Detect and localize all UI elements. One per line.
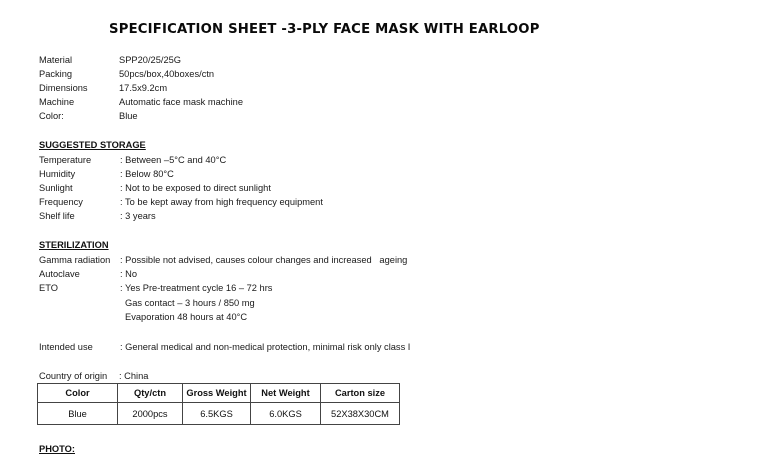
label-machine: Machine bbox=[39, 97, 75, 107]
header-qty: Qty/ctn bbox=[118, 384, 183, 403]
value-sunlight: : Not to be exposed to direct sunlight bbox=[120, 183, 271, 193]
label-packing: Packing bbox=[39, 69, 73, 79]
label-autoclave: Autoclave bbox=[39, 269, 80, 279]
label-shelf-life: Shelf life bbox=[39, 211, 75, 221]
value-eto-gas: Gas contact – 3 hours / 850 mg bbox=[125, 298, 255, 308]
cell-gross-weight: 6.5KGS bbox=[183, 403, 251, 425]
table-row bbox=[38, 403, 400, 425]
cell-qty: 2000pcs bbox=[118, 403, 183, 425]
value-eto-evaporation: Evaporation 48 hours at 40°C bbox=[125, 312, 248, 322]
label-eto: ETO bbox=[39, 283, 58, 293]
label-frequency: Frequency bbox=[39, 197, 83, 207]
value-temperature: : Between –5°C and 40°C bbox=[120, 155, 227, 165]
label-gamma: Gamma radiation bbox=[39, 255, 111, 265]
packing-table bbox=[37, 383, 400, 425]
value-packing: 50pcs/box,40boxes/ctn bbox=[119, 69, 215, 79]
label-dimensions: Dimensions bbox=[39, 83, 88, 93]
label-material: Material bbox=[39, 55, 73, 65]
value-country-origin: : China bbox=[119, 371, 149, 381]
header-gross-weight: Gross Weight bbox=[183, 384, 251, 403]
label-color: Color: bbox=[39, 111, 64, 121]
cell-color: Blue bbox=[38, 403, 118, 425]
label-humidity: Humidity bbox=[39, 169, 76, 179]
label-country-origin: Country of origin bbox=[39, 371, 108, 381]
value-autoclave: : No bbox=[120, 269, 138, 279]
header-color: Color bbox=[38, 384, 118, 403]
value-gamma: : Possible not advised, causes colour changes and increased ageing bbox=[120, 255, 408, 265]
header-net-weight: Net Weight bbox=[251, 384, 321, 403]
cell-carton-size: 52X38X30CM bbox=[321, 403, 400, 425]
value-color: Blue bbox=[119, 111, 138, 121]
label-sunlight: Sunlight bbox=[39, 183, 73, 193]
storage-heading: SUGGESTED STORAGE bbox=[39, 140, 146, 150]
value-shelf-life: : 3 years bbox=[120, 211, 156, 221]
table-header-row bbox=[38, 384, 400, 403]
label-temperature: Temperature bbox=[39, 155, 92, 165]
value-humidity: : Below 80°C bbox=[120, 169, 174, 179]
sterilization-heading: STERILIZATION bbox=[39, 240, 109, 250]
value-dimensions: 17.5x9.2cm bbox=[119, 83, 168, 93]
document-title: SPECIFICATION SHEET -3-PLY FACE MASK WITH EARLOOP bbox=[109, 22, 540, 37]
value-intended-use: : General medical and non-medical protection, minimal risk only class I bbox=[120, 342, 411, 352]
value-eto: : Yes Pre-treatment cycle 16 – 72 hrs bbox=[120, 283, 273, 293]
header-carton-size: Carton size bbox=[321, 384, 400, 403]
value-frequency: : To be kept away from high frequency equipment bbox=[120, 197, 323, 207]
value-machine: Automatic face mask machine bbox=[119, 97, 244, 107]
label-intended-use: Intended use bbox=[39, 342, 93, 352]
value-material: SPP20/25/25G bbox=[119, 55, 182, 65]
photo-heading: PHOTO: bbox=[39, 444, 75, 454]
cell-net-weight: 6.0KGS bbox=[251, 403, 321, 425]
